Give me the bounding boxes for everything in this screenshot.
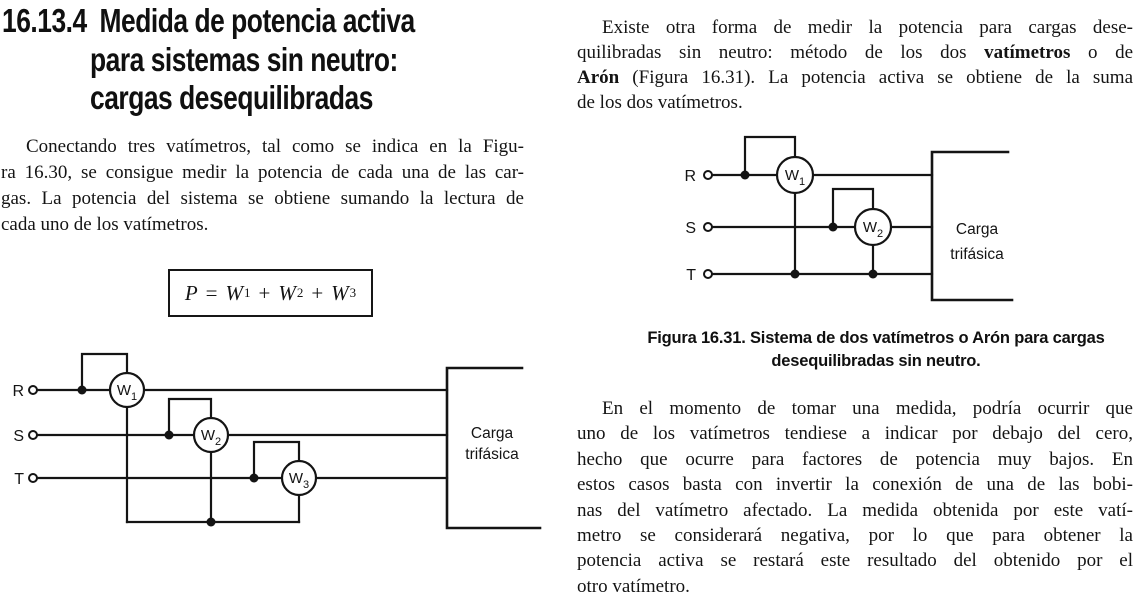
figure-16-30-three-wattmeter-circuit-diagram <box>0 340 545 592</box>
terminal-s <box>704 223 712 231</box>
terminal-r <box>704 171 712 179</box>
terminal-t <box>704 270 712 278</box>
junction-dot <box>78 386 87 395</box>
section-number: 16.13.4 <box>2 2 87 39</box>
junction-dot <box>250 474 259 483</box>
formula-plus-2: + <box>311 280 324 305</box>
svg-text:W2: $W_2$ <box>862 219 884 240</box>
text-line: gas. La potencia del sistema se obtiene sumando la lectura de <box>1 188 524 209</box>
formula-equals: = <box>205 280 218 305</box>
heading-line-3: cargas desequilibradas <box>90 79 373 116</box>
load-label-line-1: Carga <box>955 221 999 238</box>
formula-term-2: W <box>278 280 296 305</box>
junction-dot <box>165 431 174 440</box>
formula-box <box>168 269 373 317</box>
wattmeter-w1 <box>777 157 813 193</box>
load-label-line-1: Carga <box>470 425 514 442</box>
heading-line-1 <box>2 2 610 41</box>
formula-lhs: P <box>184 280 198 305</box>
heading-title-part-1: Medida de potencia activa <box>99 2 415 39</box>
text-line: estos casos basta con invertir la conexión de una de las bobi- <box>577 474 1133 496</box>
junction-dot <box>741 171 750 180</box>
svg-text:W3: $W_3$ <box>288 470 310 491</box>
paragraph-three-wattmeters <box>1 134 524 238</box>
wattmeter-w3 <box>282 461 316 495</box>
load-label-line-2: trifásica <box>465 446 519 463</box>
phase-label-r: R <box>684 168 696 185</box>
text-line: En el momento de tomar una medida, podría ocurrir que <box>602 398 1133 419</box>
terminal-s <box>29 431 37 439</box>
heading-line-2: para sistemas sin neutro: <box>90 40 398 78</box>
paragraph-negative-wattmeter-reading <box>577 396 1133 593</box>
text-line: potencia activa se restará este resultado del obtenido por el <box>577 550 1133 572</box>
section-heading <box>2 2 610 118</box>
formula-term-2-sub: 2 <box>296 285 304 300</box>
text-line: Conectando tres vatímetros, tal como se indica en la Figu- <box>26 136 524 157</box>
phase-label-t: T <box>686 267 696 284</box>
caption-line-2: desequilibradas sin neutro. <box>771 352 981 370</box>
figure-16-31-two-wattmeter-aron-circuit-diagram <box>575 122 1135 314</box>
terminal-t <box>29 474 37 482</box>
formula-term-1-sub: 1 <box>243 285 251 300</box>
load-label-line-2: trifásica <box>950 246 1004 263</box>
wattmeter-w2 <box>194 418 228 452</box>
phase-label-t: T <box>14 471 24 488</box>
phase-label-s: S <box>685 220 696 237</box>
formula-term-3: W <box>331 280 349 305</box>
junction-dot <box>791 270 800 279</box>
formula-term-1: W <box>225 280 243 305</box>
junction-dot <box>207 518 216 527</box>
wattmeter-w2 <box>855 209 891 245</box>
text-line: cada uno de los vatímetros. <box>1 214 209 235</box>
figure-16-31-caption <box>620 327 1132 373</box>
caption-line-1: Figura 16.31. Sistema de dos vatímetros o Arón para cargas <box>647 329 1105 347</box>
terminal-r <box>29 386 37 394</box>
junction-dot <box>869 270 878 279</box>
formula-term-3-sub: 3 <box>349 285 357 300</box>
text-line: quilibradas sin neutro: método de los dos vatímetros o de <box>577 42 1134 63</box>
text-line: Arón (Figura 16.31). La potencia activa se obtiene de la suma <box>577 67 1133 88</box>
paragraph-two-wattmeter-method <box>577 15 1133 115</box>
phase-label-s: S <box>13 428 24 445</box>
svg-text:W1: $W_1$ <box>116 382 138 403</box>
text-line: uno de los vatímetros tendiese a indicar por debajo del cero, <box>577 423 1133 445</box>
phase-label-r: R <box>12 383 24 400</box>
text-line: ra 16.30, se consigue medir la potencia de cada una de las car- <box>1 162 524 183</box>
text-line: metro se considerará negativa, por lo que para obtener la <box>577 525 1133 547</box>
text-line: hecho que ocurre para factores de potencia muy bajos. En <box>577 448 1133 470</box>
svg-text:W1: $W_1$ <box>784 167 806 188</box>
formula-plus-1: + <box>258 280 271 305</box>
svg-text:W2: $W_2$ <box>200 427 222 448</box>
text-line: otro vatímetro. <box>577 575 690 593</box>
text-line: Existe otra forma de medir la potencia para cargas dese- <box>602 17 1133 38</box>
text-line: nas del vatímetro afectado. La medida obtenida por este vatí- <box>577 499 1133 521</box>
junction-dot <box>829 223 838 232</box>
wattmeter-w1 <box>110 373 144 407</box>
text-line: de los dos vatímetros. <box>577 92 743 113</box>
